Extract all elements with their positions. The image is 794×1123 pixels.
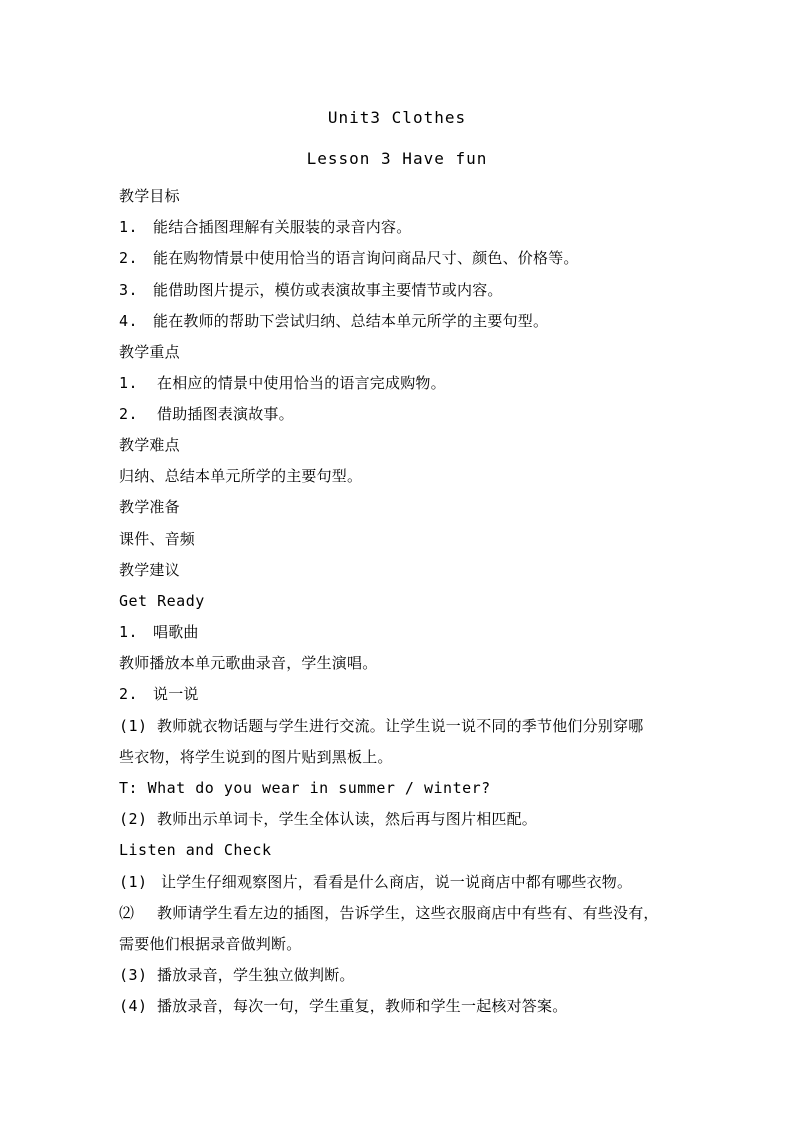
step-title: 唱歌曲 — [153, 623, 199, 641]
sub-item-continuation: 需要他们根据录音做判断。 — [119, 935, 302, 953]
get-ready-heading: Get Ready — [119, 592, 205, 610]
document-title: Unit3 Clothes — [327, 108, 467, 127]
step-sub-item — [119, 809, 689, 829]
key-point-item — [119, 373, 689, 393]
key-point-number: 1. — [119, 374, 139, 392]
sub-item-number: (1) — [119, 873, 148, 891]
step-sub-item — [119, 716, 689, 736]
step-title: 说一说 — [153, 685, 199, 703]
step-item — [119, 622, 689, 642]
step-item — [119, 684, 689, 704]
sub-item-number: (4) — [119, 997, 148, 1015]
difficulties-heading: 教学难点 — [119, 436, 180, 454]
objective-text: 能在教师的帮助下尝试归纳、总结本单元所学的主要句型。 — [153, 312, 549, 330]
objective-text: 能借助图片提示，模仿或表演故事主要情节或内容。 — [153, 281, 503, 299]
sub-item-text: 播放录音，每次一句，学生重复，教师和学生一起核对答案。 — [157, 997, 568, 1015]
objectives-heading: 教学目标 — [119, 187, 180, 205]
listen-check-item — [119, 872, 689, 892]
objective-item — [119, 280, 689, 300]
sub-item-text: 让学生仔细观察图片，看看是什么商店，说一说商店中都有哪些衣物。 — [161, 873, 633, 891]
objective-number: 4. — [119, 312, 139, 330]
listen-check-item — [119, 996, 689, 1016]
sub-item-continuation: 些衣物，将学生说到的图片贴到黑板上。 — [119, 748, 393, 766]
key-point-text: 在相应的情景中使用恰当的语言完成购物。 — [157, 374, 446, 392]
key-points-heading: 教学重点 — [119, 343, 180, 361]
objective-item — [119, 217, 689, 237]
sub-item-number: (3) — [119, 966, 148, 984]
sub-item-text: 播放录音，学生独立做判断。 — [157, 966, 355, 984]
suggestions-heading: 教学建议 — [119, 561, 180, 579]
objective-number: 2. — [119, 249, 139, 267]
sub-item-text: 教师出示单词卡，学生全体认读，然后再与图片相匹配。 — [157, 810, 538, 828]
listen-check-heading: Listen and Check — [119, 841, 272, 859]
key-point-item — [119, 404, 689, 424]
sub-item-number: (2) — [119, 810, 148, 828]
listen-check-item — [119, 903, 689, 923]
objective-text: 能在购物情景中使用恰当的语言询问商品尺寸、颜色、价格等。 — [153, 249, 579, 267]
objective-item — [119, 311, 689, 331]
preparation-text: 课件、音频 — [119, 530, 196, 548]
document-subtitle: Lesson 3 Have fun — [306, 149, 488, 168]
sub-item-number: ⑵ — [119, 904, 135, 922]
preparation-heading: 教学准备 — [119, 498, 180, 516]
sub-item-text: 教师请学生看左边的插图，告诉学生，这些衣服商店中有些有、有些没有， — [157, 904, 659, 922]
objective-text: 能结合插图理解有关服装的录音内容。 — [153, 218, 412, 236]
sub-item-number: (1) — [119, 717, 148, 735]
step-number: 2. — [119, 685, 139, 703]
step-number: 1. — [119, 623, 139, 641]
teacher-question: T: What do you wear in summer / winter? — [119, 779, 491, 797]
key-point-text: 借助插图表演故事。 — [157, 405, 294, 423]
listen-check-item — [119, 965, 689, 985]
objective-number: 1. — [119, 218, 139, 236]
objective-item — [119, 248, 689, 268]
difficulties-text: 归纳、总结本单元所学的主要句型。 — [119, 467, 363, 485]
key-point-number: 2. — [119, 405, 139, 423]
step-text: 教师播放本单元歌曲录音，学生演唱。 — [119, 654, 378, 672]
objective-number: 3. — [119, 281, 139, 299]
sub-item-text: 教师就衣物话题与学生进行交流。让学生说一说不同的季节他们分别穿哪 — [157, 717, 644, 735]
